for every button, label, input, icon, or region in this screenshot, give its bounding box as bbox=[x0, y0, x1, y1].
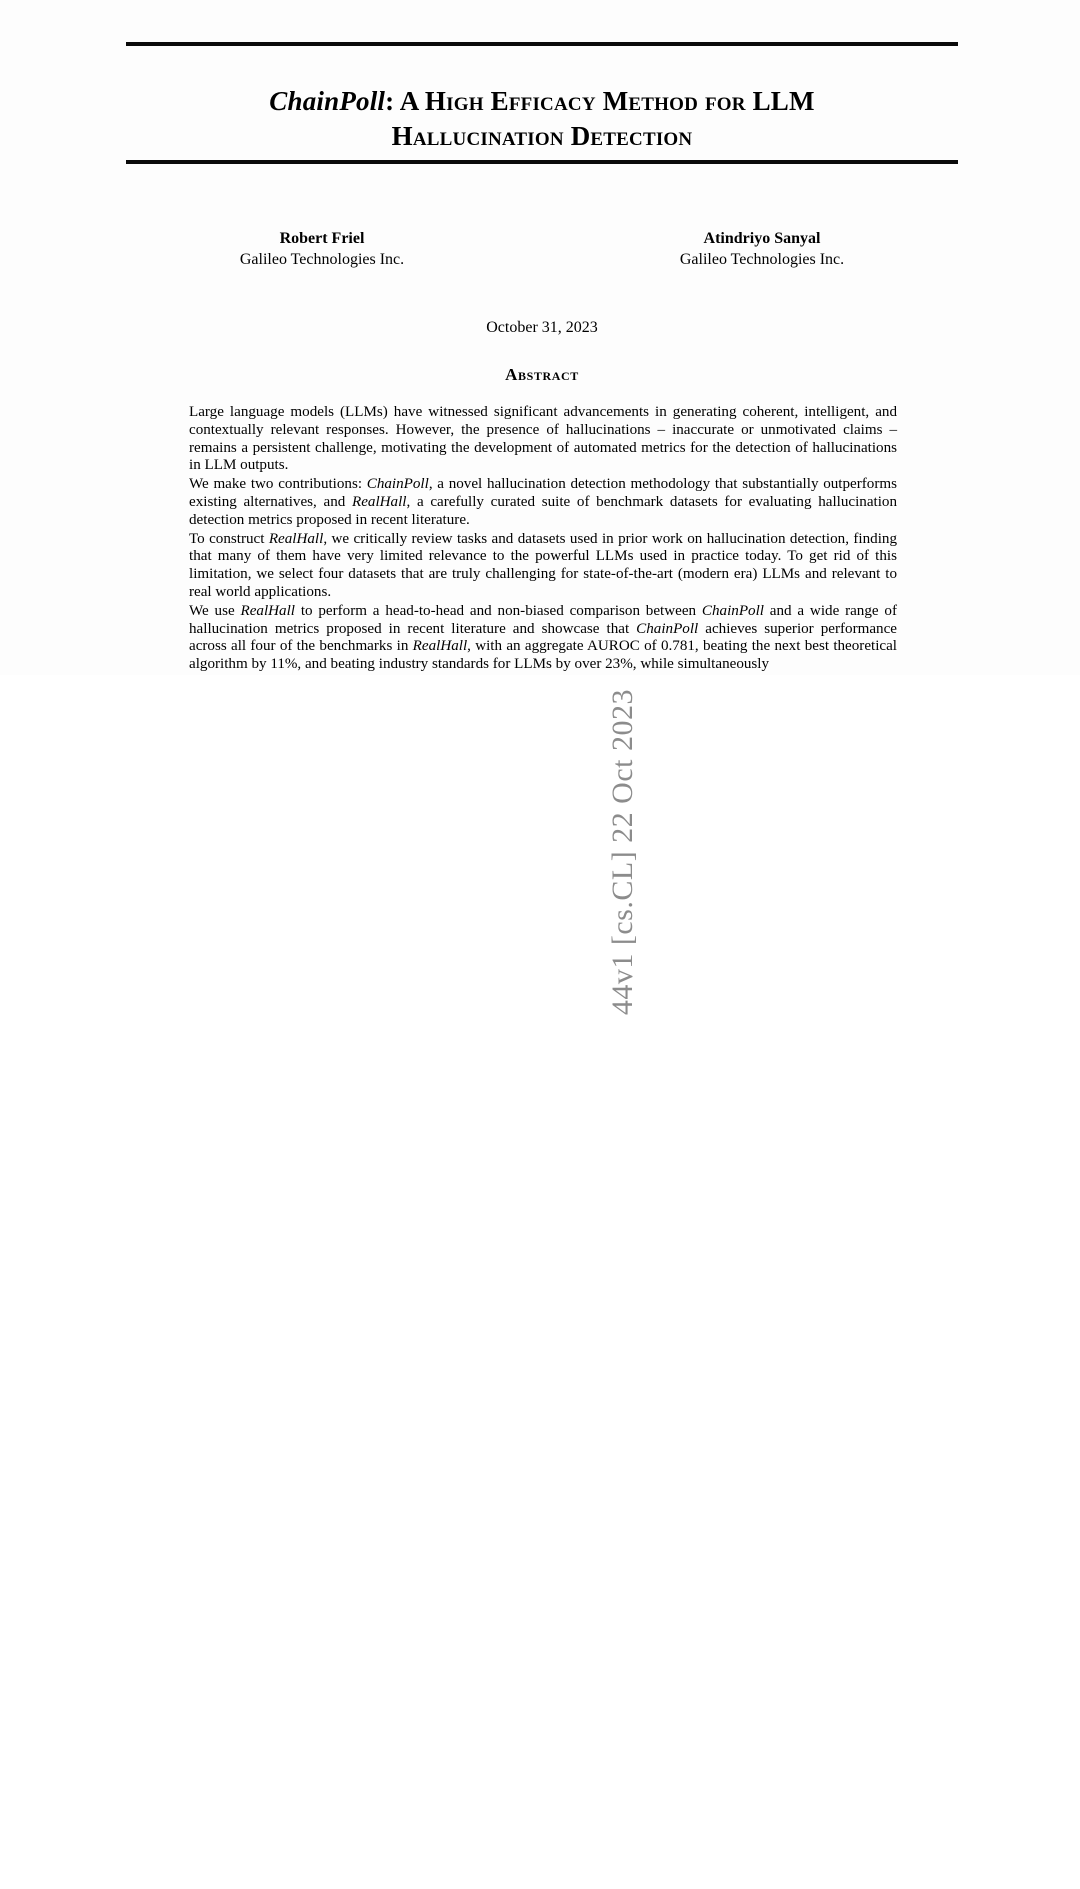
abstract-emphasis: RealHall bbox=[412, 638, 468, 655]
page-title bbox=[126, 84, 958, 154]
arxiv-stamp-text: 44v1 [cs.CL] 22 Oct 2023 bbox=[606, 689, 639, 1016]
abstract-text: achieves superior performance across all four of the benchmarks in bbox=[189, 620, 897, 655]
paper-page bbox=[0, 0, 1080, 675]
abstract-emphasis: ChainPoll bbox=[366, 476, 429, 493]
abstract-heading: Abstract bbox=[505, 365, 579, 384]
publication-date: October 31, 2023 bbox=[486, 319, 598, 336]
abstract-text: We use bbox=[189, 602, 241, 619]
abstract-emphasis: ChainPoll bbox=[636, 620, 699, 637]
author-entry bbox=[192, 228, 452, 270]
page-title-line1: : A High Efficacy Method for LLM bbox=[385, 86, 815, 117]
abstract-text: , we critically review tasks and datasets used in prior work on hallucination detection, finding that many of them have very limited relevance to the powerful LLMs used in practice today. To get rid of this limitation, we select four datasets that are truly challenging for state-of-the-art (modern era) LLMs and relevant to real world applications. bbox=[189, 530, 897, 600]
abstract-text: , a novel hallucination detection methodology that substantially outperforms existing alternatives, and bbox=[189, 476, 897, 510]
abstract-paragraph: Large language models (LLMs) have witnessed significant advancements in generating coherent, intelligent, and contextually relevant responses. However, the presence of hallucinations – inaccurate or unmotivated claims – remains a persistent challenge, motivating the development of automated metrics for the detection of hallucinations in LLM outputs. bbox=[189, 404, 897, 474]
abstract-text: to perform a head-to-head and non-biased comparison between bbox=[295, 602, 702, 619]
page-title-line2: Hallucination Detection bbox=[391, 121, 693, 152]
author-affiliation: Galileo Technologies Inc. bbox=[239, 251, 405, 268]
abstract-emphasis: RealHall bbox=[240, 602, 295, 619]
abstract-text: To construct bbox=[189, 530, 269, 547]
author-list bbox=[126, 228, 958, 270]
abstract-text: , with an aggregate AUROC of 0.781, beating the next best theoretical algorithm by 11%, and beating industry standards for LLMs by over 23%, while simultaneously bbox=[189, 638, 898, 673]
abstract-paragraph bbox=[189, 603, 897, 674]
title-rule-top bbox=[126, 42, 958, 46]
abstract-text: , a carefully curated suite of benchmark datasets for evaluating hallucination detection metrics proposed in recent literature. bbox=[189, 493, 897, 528]
title-rule-bottom bbox=[126, 160, 958, 164]
abstract-emphasis: RealHall bbox=[268, 530, 324, 547]
abstract-paragraph bbox=[189, 531, 897, 602]
author-name: Robert Friel bbox=[279, 230, 365, 247]
abstract-paragraph bbox=[189, 476, 897, 529]
page-title-emphasis: ChainPoll bbox=[269, 86, 386, 117]
abstract-emphasis: ChainPoll bbox=[701, 602, 764, 619]
author-entry bbox=[632, 228, 892, 270]
abstract-text: We make two contributions: bbox=[189, 476, 367, 493]
author-name: Atindriyo Sanyal bbox=[703, 230, 821, 247]
author-affiliation: Galileo Technologies Inc. bbox=[679, 251, 845, 268]
abstract-body bbox=[189, 404, 897, 675]
abstract-text: and a wide range of hallucination metrics proposed in recent literature and showcase that bbox=[189, 602, 897, 637]
abstract-emphasis: RealHall bbox=[351, 493, 407, 510]
